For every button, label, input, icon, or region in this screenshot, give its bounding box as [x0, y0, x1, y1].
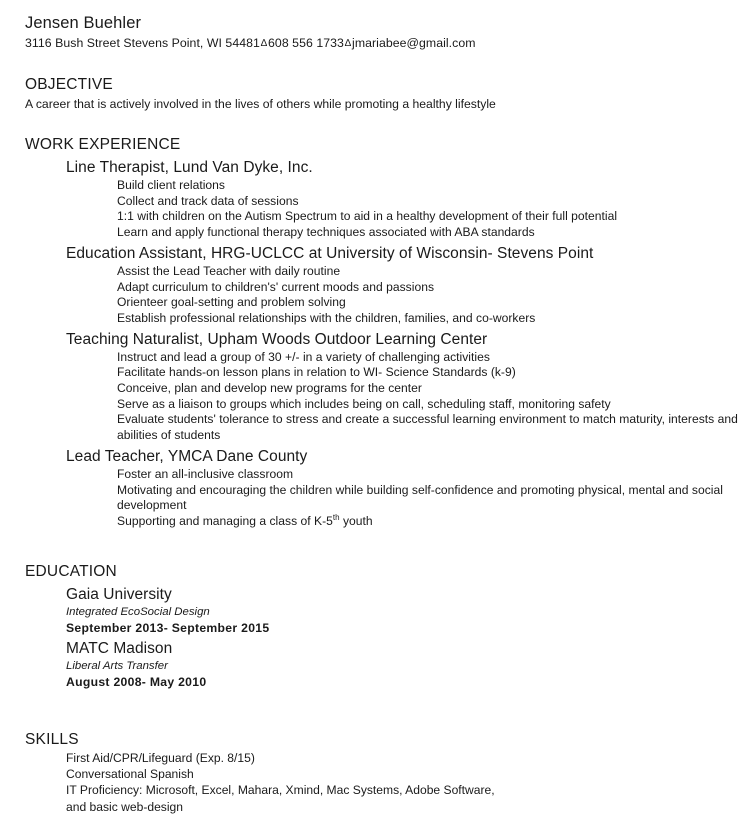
- contact-phone: 608 556 1733: [268, 36, 344, 50]
- skill-item: First Aid/CPR/Lifeguard (Exp. 8/15): [66, 750, 255, 765]
- work-bullet: Orienteer goal-setting and problem solving: [117, 295, 346, 310]
- work-bullet: Evaluate students' tolerance to stress and create a successful learning environment to match maturity, interests and abilities of students: [117, 412, 738, 443]
- work-bullet: Build client relations: [117, 178, 225, 192]
- work-bullet: Collect and track data of sessions: [117, 193, 299, 208]
- section-work-experience: [0, 135, 756, 530]
- skill-item: Conversational Spanish: [66, 767, 194, 782]
- work-bullet: Foster an all-inclusive classroom: [117, 466, 294, 481]
- work-entry-bullets: [66, 350, 756, 444]
- work-entry: [66, 446, 756, 530]
- section-skills: [0, 730, 756, 815]
- contact-email[interactable]: jmariabee@gmail.com: [352, 36, 476, 50]
- triangle-separator-icon: ∆: [260, 38, 268, 49]
- section-education: [0, 562, 756, 690]
- education-entry: [66, 638, 756, 690]
- objective-text: A career that is actively involved in the lives of others while promoting a healthy lifestyle: [25, 97, 496, 111]
- ordinal-suffix: th: [332, 512, 340, 522]
- candidate-name: Jensen Buehler: [25, 14, 142, 32]
- work-entry-title: Education Assistant, HRG-UCLCC at University of Wisconsin- Stevens Point: [66, 244, 594, 262]
- skill-item: and basic web-design: [66, 799, 183, 814]
- work-bullet-sup-before: Supporting and managing a class of K-5: [117, 513, 333, 528]
- contact-line: [25, 35, 756, 52]
- triangle-separator-icon: ∆: [344, 38, 352, 49]
- work-bullet: Assist the Lead Teacher with daily routine: [117, 263, 341, 278]
- education-dates: September 2013- September 2015: [66, 620, 270, 635]
- contact-address: 3116 Bush Street Stevens Point, WI 54481: [25, 36, 260, 50]
- work-bullet: Establish professional relationships with the children, families, and co-workers: [117, 310, 536, 325]
- work-experience-entries: [25, 157, 756, 530]
- skills-heading: SKILLS: [25, 730, 79, 748]
- education-entries: [25, 584, 756, 690]
- work-bullet: Instruct and lead a group of 30 +/- in a variety of challenging activities: [117, 349, 490, 364]
- work-bullet: Learn and apply functional therapy techniques associated with ABA standards: [117, 225, 535, 240]
- work-entry-title: Line Therapist, Lund Van Dyke, Inc.: [66, 159, 313, 176]
- work-entry-bullets: [66, 264, 756, 327]
- work-bullet: Facilitate hands-on lesson plans in relation to WI- Science Standards (k-9): [117, 365, 516, 380]
- education-program: Integrated EcoSocial Design: [66, 605, 210, 618]
- work-experience-heading: WORK EXPERIENCE: [25, 136, 181, 153]
- education-school: Gaia University: [66, 585, 172, 603]
- work-entry-title: Lead Teacher, YMCA Dane County: [66, 447, 308, 465]
- education-school: MATC Madison: [66, 639, 173, 657]
- work-bullet: Serve as a liaison to groups which includes being on call, scheduling staff, monitoring safety: [117, 396, 611, 411]
- education-program: Liberal Arts Transfer: [66, 659, 168, 672]
- resume-header: [0, 0, 756, 52]
- work-bullet: 1:1 with children on the Autism Spectrum to aid in a healthy development of their full potential: [117, 209, 618, 224]
- work-bullet: Conceive, plan and develop new programs for the center: [117, 381, 422, 396]
- work-bullet-superscript: [117, 514, 756, 530]
- work-entry-title: Teaching Naturalist, Upham Woods Outdoor Learning Center: [66, 330, 488, 348]
- education-dates: August 2008- May 2010: [66, 674, 207, 689]
- work-entry-bullets: [66, 467, 756, 530]
- work-entry: [66, 243, 756, 327]
- skills-list: [25, 750, 756, 815]
- work-bullet-sup-after: youth: [339, 513, 373, 528]
- objective-heading: OBJECTIVE: [25, 76, 113, 93]
- work-bullet: Motivating and encouraging the children while building self-confidence and promoting physical, mental and social development: [117, 482, 723, 513]
- work-bullet: Adapt curriculum to children's' current moods and passions: [117, 279, 435, 294]
- work-entry: [66, 157, 756, 241]
- work-entry: [66, 329, 756, 444]
- education-heading: EDUCATION: [25, 562, 117, 580]
- skill-item: IT Proficiency: Microsoft, Excel, Mahara, Xmind, Mac Systems, Adobe Software,: [66, 783, 495, 798]
- education-entry: [66, 584, 756, 636]
- section-objective: [0, 75, 756, 112]
- work-entry-bullets: [66, 178, 756, 241]
